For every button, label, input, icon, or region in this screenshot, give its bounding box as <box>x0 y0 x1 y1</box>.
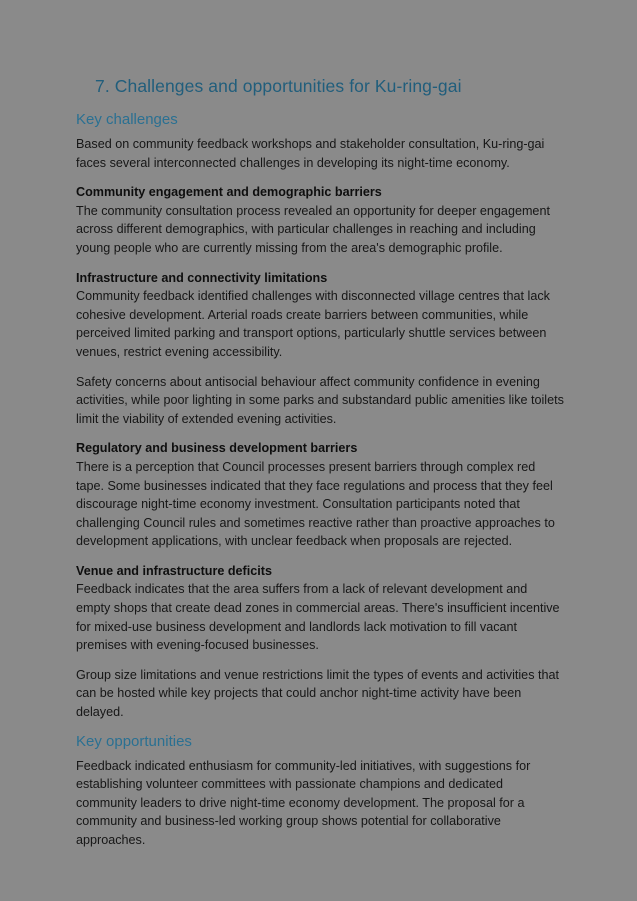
subsection-regulatory-barriers <box>76 439 565 551</box>
paragraph-intro-opportunities: Feedback indicated enthusiasm for community-led initiatives, with suggestions for establishing volunteer committees with passionate champions and dedicated community leaders to drive night-time economy development. The proposal for a community and business-led working group shows potential for collaborative approaches. <box>76 758 531 847</box>
subsection-community-engagement <box>76 183 565 257</box>
subsection-heading-community-engagement: Community engagement and demographic barriers <box>76 185 382 200</box>
paragraph-infrastructure-connectivity: Community feedback identified challenges with disconnected village centres that lack cohesive development. Arterial roads create barriers between communities, while perceived limited parking and transport options, particularly shuttle services between venues, restrict evening accessibility. <box>76 289 550 359</box>
paragraph-venue-deficits: Feedback indicates that the area suffers from a lack of relevant development and empty shops that create dead zones in commercial areas. There's insufficient incentive for mixed-use business development and landlords lack motivation to fill vacant premises with evening-focused businesses. <box>76 582 560 653</box>
paragraph-safety-concerns: Safety concerns about antisocial behaviour affect community confidence in evening activities, while poor lighting in some parks and substandard public amenities like toilets limit the viability of extended evening activities. <box>76 374 564 426</box>
paragraph-group-size-limitations: Group size limitations and venue restrictions limit the types of events and activities that can be hosted while key projects that could anchor night-time activity have been delayed. <box>76 667 559 720</box>
subsection-infrastructure-connectivity <box>76 269 565 362</box>
subsection-heading-infrastructure-connectivity: Infrastructure and connectivity limitations <box>76 270 328 285</box>
section-heading-key-challenges: Key challenges <box>76 111 178 128</box>
page-content <box>76 76 565 861</box>
page-title: 7. Challenges and opportunities for Ku-ring-gai <box>95 76 462 96</box>
paragraph-regulatory-barriers: There is a perception that Council processes present barriers through complex red tape. Some businesses indicated that they face regulations and process that they feel discourage night-time economy investment. Consultation participants noted that challenging Council rules and sometimes reactive rather than proactive approaches to development applications, with unclear feedback when proposals are rejected. <box>76 459 555 549</box>
paragraph-intro-challenges: Based on community feedback workshops and stakeholder consultation, Ku-ring-gai faces several interconnected challenges in developing its night-time economy. <box>76 137 545 170</box>
subsection-heading-regulatory-barriers: Regulatory and business development barriers <box>76 441 358 456</box>
paragraph-community-engagement: The community consultation process revealed an opportunity for deeper engagement across different demographics, with particular challenges in reaching and including young people who are currently missing from the area's demographic profile. <box>76 203 550 255</box>
subsection-heading-venue-deficits: Venue and infrastructure deficits <box>76 563 272 578</box>
section-heading-key-opportunities: Key opportunities <box>76 732 192 750</box>
subsection-venue-deficits <box>76 562 565 655</box>
